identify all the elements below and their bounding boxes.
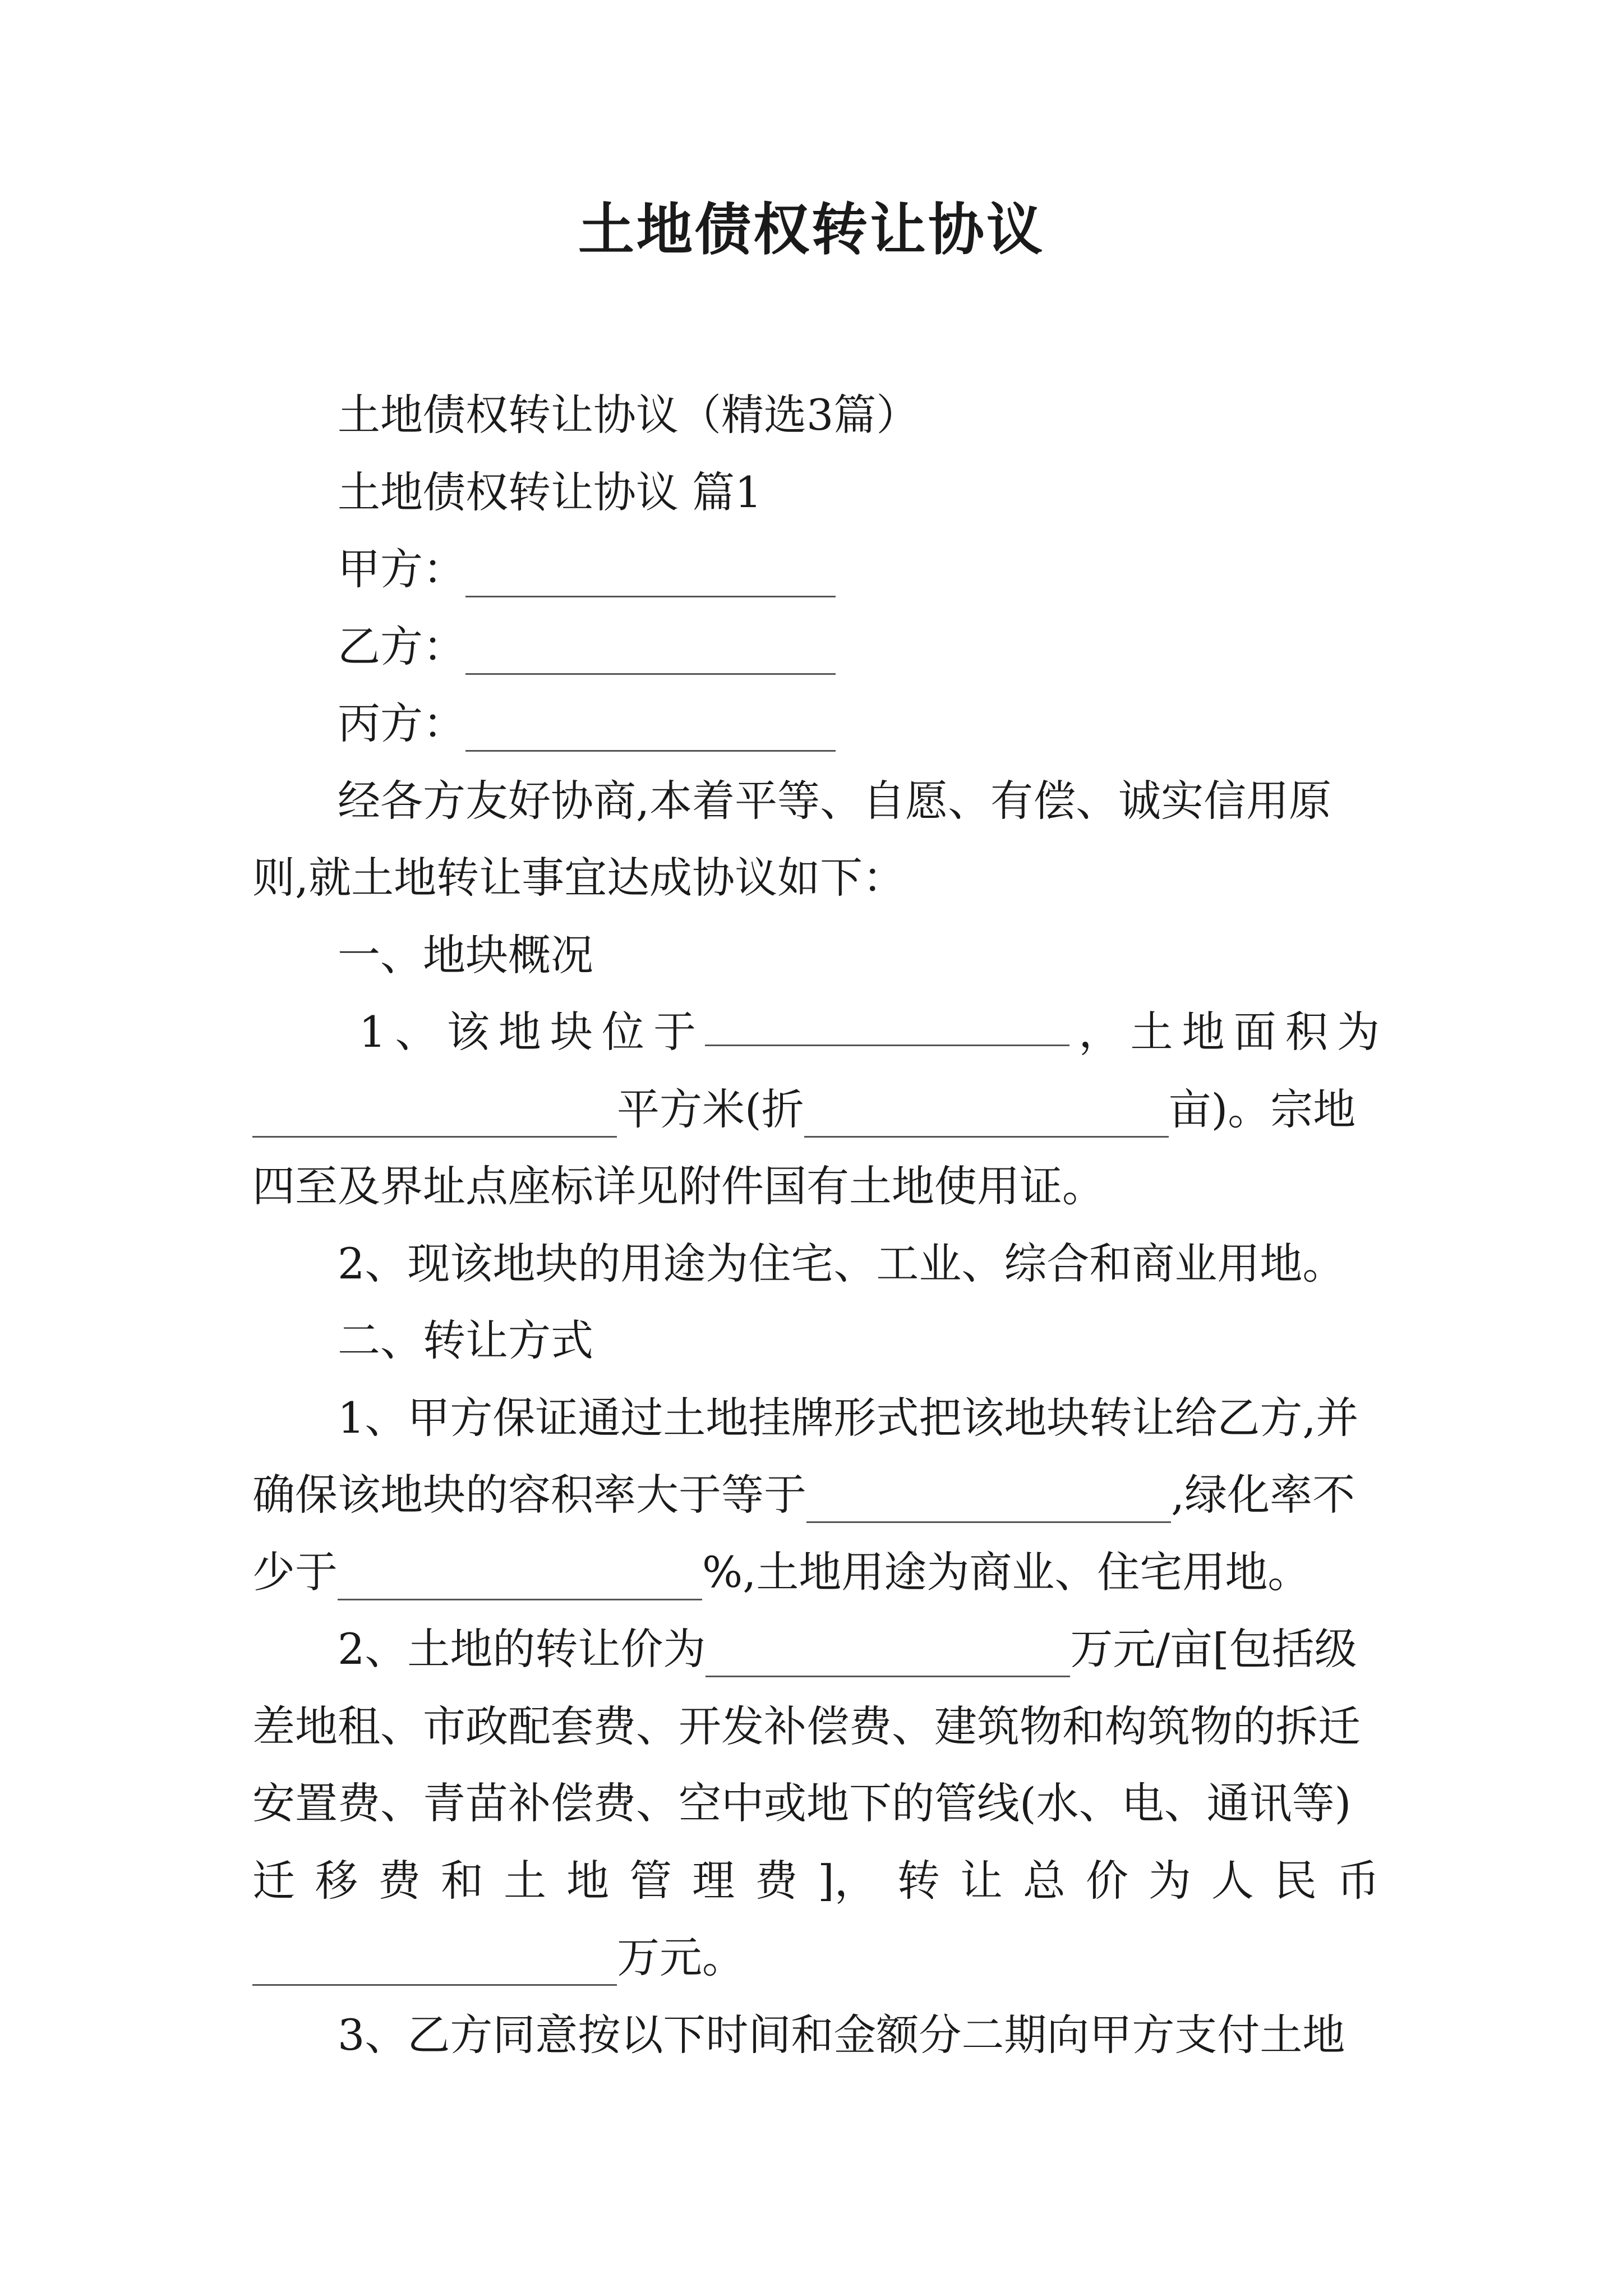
item-2-3-line-1: 3、乙方同意按以下时间和金额分二期向甲方支付土地: [338, 2010, 1345, 2060]
char: 转: [897, 1856, 940, 1906]
intro-line-1: 经各方友好协商,本着平等、自愿、有偿、诚实信用原: [338, 776, 1332, 826]
item-2-1-line-2: [252, 1467, 1355, 1523]
party-b-blank: [465, 633, 836, 675]
price-text: 2、土地的转让价为: [338, 1624, 706, 1674]
plot-ratio-blank: [806, 1481, 1171, 1523]
total-price-unit: 万元。: [617, 1932, 745, 1982]
char: 价: [1085, 1856, 1128, 1906]
heading-transfer-method: 二、转让方式: [338, 1315, 593, 1365]
location-blank: [705, 1004, 1069, 1046]
char: 和: [441, 1856, 484, 1906]
min-text: 少于: [252, 1547, 338, 1597]
char: ，: [1078, 1007, 1122, 1057]
char: 土: [504, 1856, 547, 1906]
char: 1: [359, 1007, 386, 1057]
char: 土: [1130, 1007, 1173, 1057]
item-1-1-line-3: 四至及界址点座标详见附件国有土地使用证。: [252, 1161, 1105, 1211]
party-c-row: [338, 696, 836, 752]
item-2-2-line-3: 安置费、青苗补偿费、空中或地下的管线(水、电、通讯等): [252, 1778, 1352, 1828]
land-use-text: %,土地用途为商业、住宅用地。: [702, 1547, 1311, 1597]
party-c-label: 丙方：: [338, 698, 465, 748]
char: 费: [755, 1856, 798, 1906]
party-b-label: 乙方：: [338, 622, 465, 671]
char: 迁: [252, 1856, 295, 1906]
green-ratio-blank: [338, 1558, 702, 1600]
item-2-2-line-5: [252, 1930, 745, 1986]
char: 管: [629, 1856, 672, 1906]
item-2-2-line-1: [338, 1621, 1357, 1677]
char: 块: [550, 1007, 593, 1057]
party-a-blank: [465, 555, 836, 597]
item-2-2-line-4: [252, 1853, 1380, 1909]
char: 积: [1285, 1007, 1328, 1057]
char: 为: [1148, 1856, 1191, 1906]
area-unit: 平方米(折: [617, 1084, 804, 1134]
green-ratio-text: ,绿化率不: [1171, 1470, 1355, 1520]
item-1-1-line-1: [359, 1004, 1380, 1060]
item-2-2-line-2: 差地租、市政配套费、开发补偿费、建筑物和构筑物的拆迁: [252, 1701, 1361, 1751]
char: 让: [960, 1856, 1003, 1906]
char: 总: [1022, 1856, 1066, 1906]
mu-blank: [804, 1096, 1169, 1138]
heading-land-overview: 一、地块概况: [338, 930, 593, 980]
char: 理: [692, 1856, 735, 1906]
char: 地: [498, 1007, 541, 1057]
price-unit: 万元/亩[包括级: [1070, 1624, 1357, 1674]
char: 地: [566, 1856, 610, 1906]
document-title: 土地债权转让协议: [578, 197, 1045, 263]
area-blank: [252, 1096, 617, 1138]
char: 该: [446, 1007, 490, 1057]
party-b-row: [338, 619, 836, 675]
char: 面: [1233, 1007, 1276, 1057]
price-blank: [706, 1635, 1070, 1677]
char: ]，: [818, 1856, 877, 1906]
char: 地: [1182, 1007, 1225, 1057]
party-c-blank: [465, 710, 836, 752]
char: 民: [1274, 1856, 1317, 1906]
char: 于: [653, 1007, 697, 1057]
subtitle: 土地债权转让协议（精选3篇）: [338, 390, 919, 440]
char: 费: [378, 1856, 421, 1906]
char: 人: [1211, 1856, 1254, 1906]
char: 、: [395, 1007, 438, 1057]
item-2-1-line-1: 1、甲方保证通过土地挂牌形式把该地块转让给乙方,并: [338, 1393, 1359, 1443]
section-heading: 土地债权转让协议 篇1: [338, 467, 762, 517]
char: 为: [1336, 1007, 1380, 1057]
item-2-1-line-3: [252, 1544, 1310, 1600]
total-price-blank: [252, 1944, 617, 1986]
party-a-label: 甲方：: [338, 544, 465, 594]
char: 位: [601, 1007, 644, 1057]
party-a-row: [338, 541, 836, 597]
char: 币: [1336, 1856, 1380, 1906]
item-1-2: 2、现该地块的用途为住宅、工业、综合和商业用地。: [338, 1239, 1345, 1289]
plot-ratio-text: 确保该地块的容积率大于等于: [252, 1470, 806, 1520]
char: 移: [315, 1856, 358, 1906]
mu-unit: 亩)。宗地: [1168, 1084, 1356, 1134]
item-1-1-line-2: [252, 1082, 1355, 1138]
intro-line-2: 则,就土地转让事宜达成协议如下：: [252, 853, 906, 903]
